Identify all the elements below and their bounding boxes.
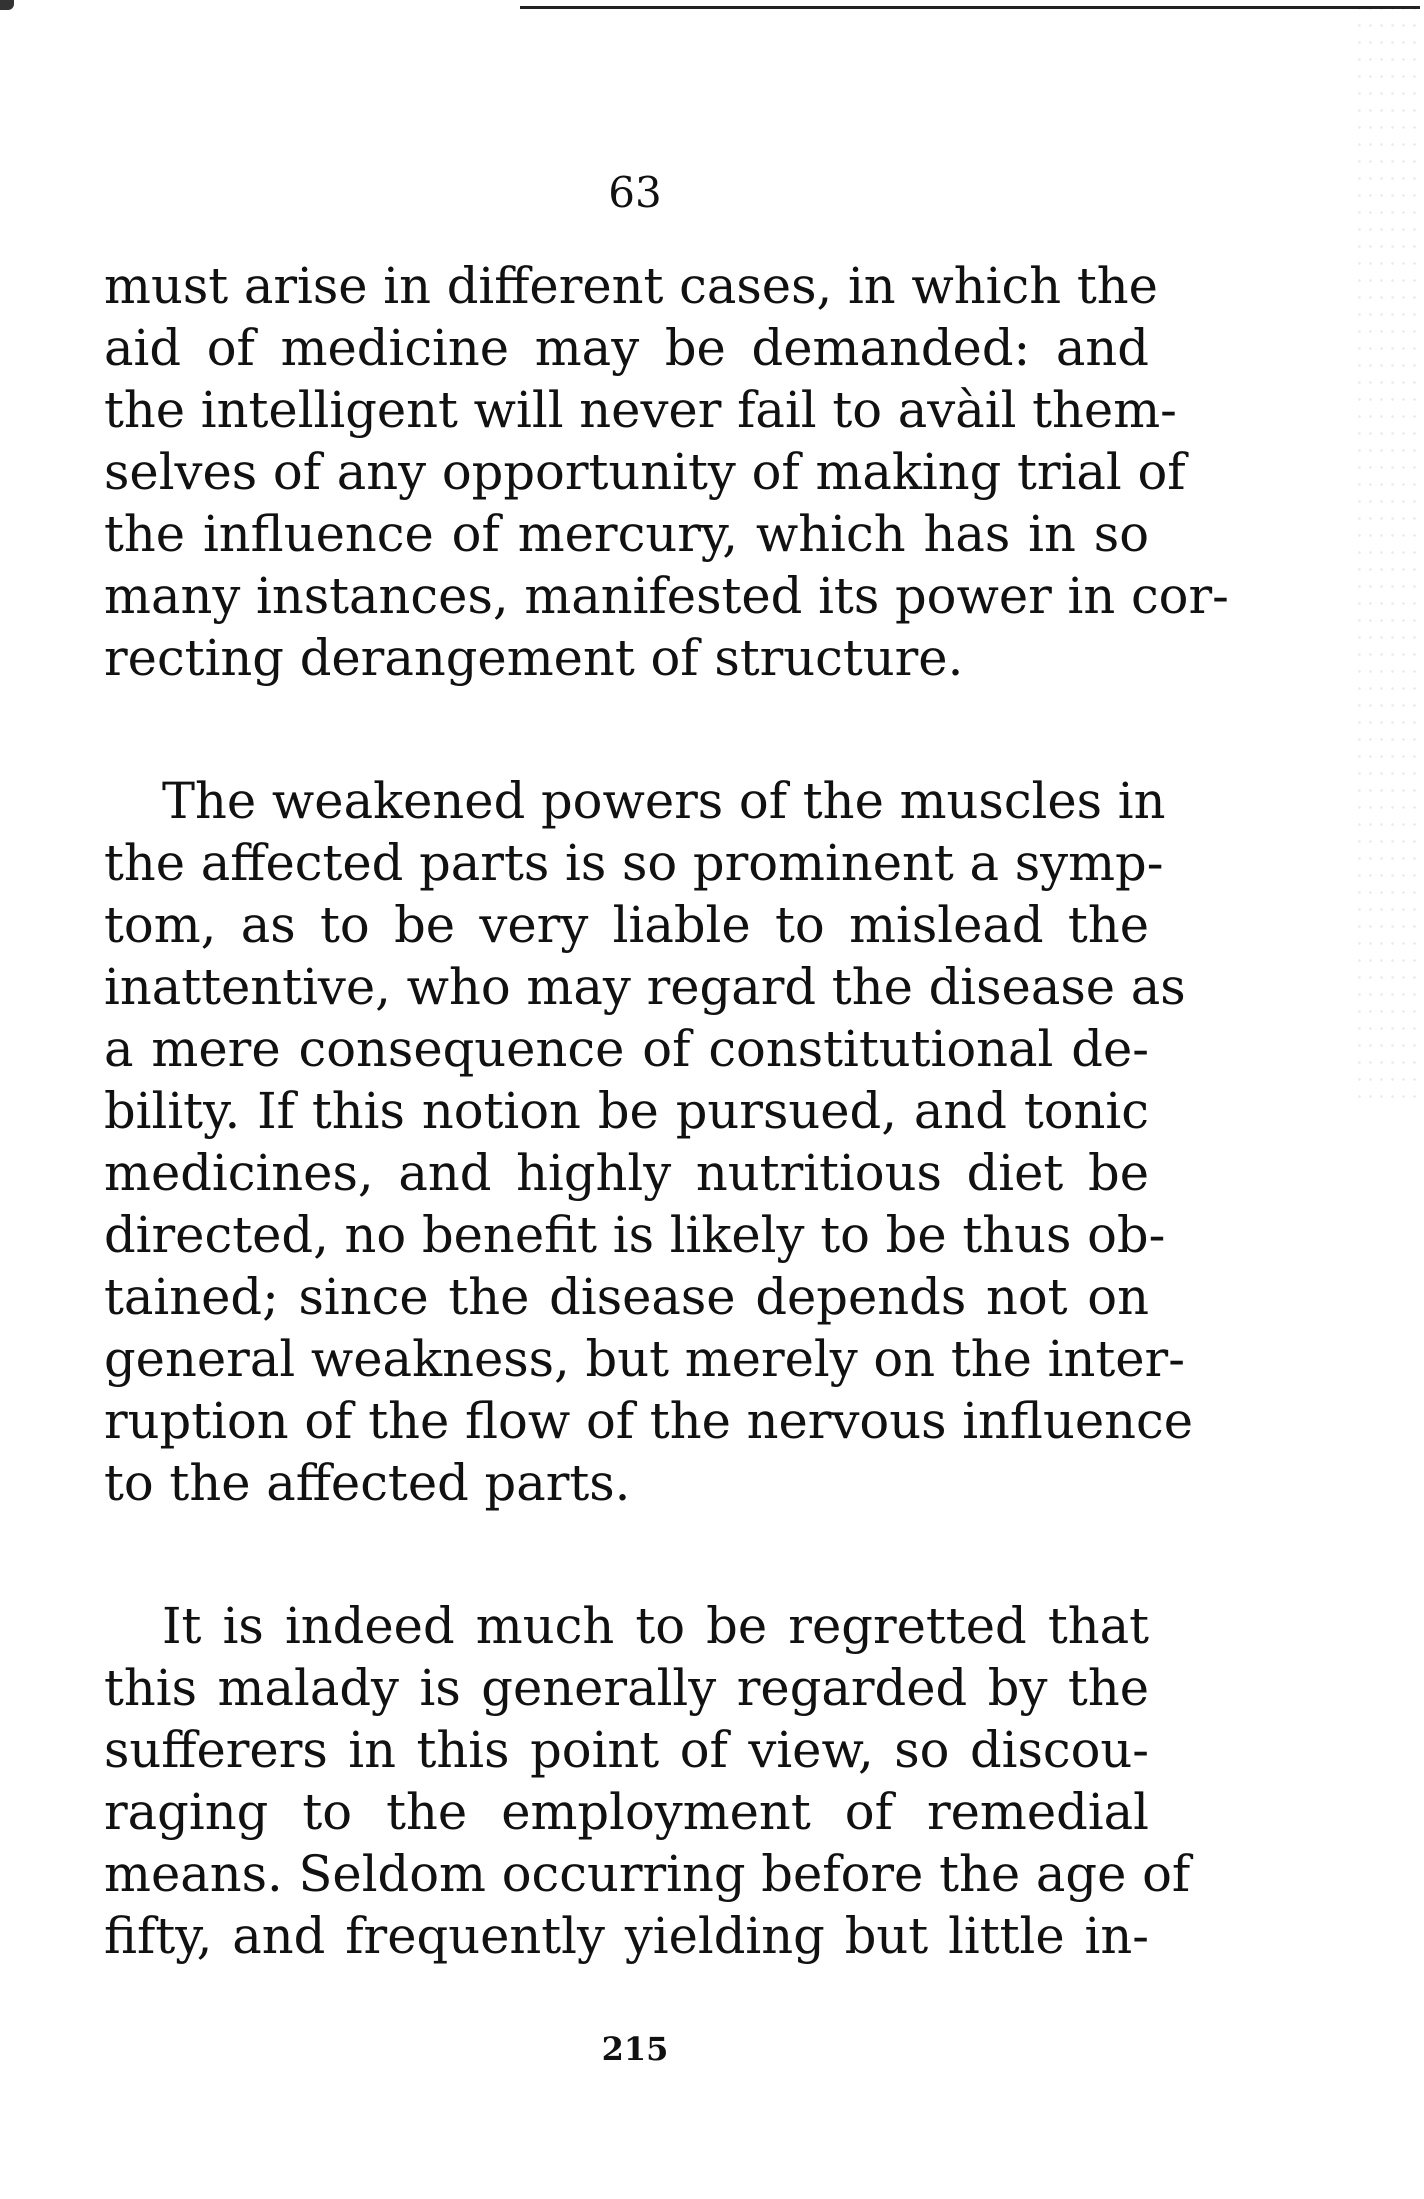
text-line: aid of medicine may be demanded: and — [104, 319, 1149, 377]
text-line: sufferers in this point of view, so discou- — [104, 1721, 1149, 1779]
scan-edge-specks — [1354, 0, 1424, 1100]
text-line: tom, as to be very liable to mislead the — [104, 896, 1149, 954]
text-line: to the affected parts. — [104, 1454, 631, 1512]
text-line: bility. If this notion be pursued, and tonic — [104, 1082, 1149, 1140]
page-body — [104, 255, 1229, 1967]
paragraph-1 — [104, 255, 1229, 689]
text-line: the influence of mercury, which has in so — [104, 505, 1149, 563]
text-line: It is indeed much to be regretted that — [162, 1597, 1149, 1655]
text-line: general weakness, but merely on the inter- — [104, 1330, 1185, 1388]
page-number: 63 — [608, 168, 662, 217]
text-line: ruption of the flow of the nervous influence — [104, 1392, 1194, 1450]
text-line: means. Seldom occurring before the age of — [104, 1845, 1191, 1903]
text-line: many instances, manifested its power in cor- — [104, 567, 1229, 625]
text-line: must arise in different cases, in which the — [104, 257, 1158, 315]
signature-mark: 215 — [601, 2030, 669, 2068]
text-line: the affected parts is so prominent a symp- — [104, 834, 1164, 892]
text-line: fifty, and frequently yielding but little in- — [104, 1907, 1149, 1965]
paragraph-2 — [104, 770, 1194, 1514]
corner-ink-mark — [0, 0, 14, 10]
text-line: directed, no benefit is likely to be thus ob- — [104, 1206, 1166, 1264]
text-line: medicines, and highly nutritious diet be — [104, 1144, 1149, 1202]
text-line: this malady is generally regarded by the — [104, 1659, 1149, 1717]
text-line: raging to the employment of remedial — [104, 1783, 1149, 1841]
text-line: inattentive, who may regard the disease as — [104, 958, 1186, 1016]
text-line: recting derangement of structure. — [104, 629, 964, 687]
text-line: tained; since the disease depends not on — [104, 1268, 1149, 1326]
text-line: the intelligent will never fail to avàil them- — [104, 381, 1177, 439]
top-edge-rule — [520, 6, 1420, 9]
text-line: a mere consequence of constitutional de- — [104, 1020, 1149, 1078]
text-line: The weakened powers of the muscles in — [162, 772, 1166, 830]
paragraph-3 — [104, 1595, 1191, 1967]
text-line: selves of any opportunity of making trial of — [104, 443, 1186, 501]
